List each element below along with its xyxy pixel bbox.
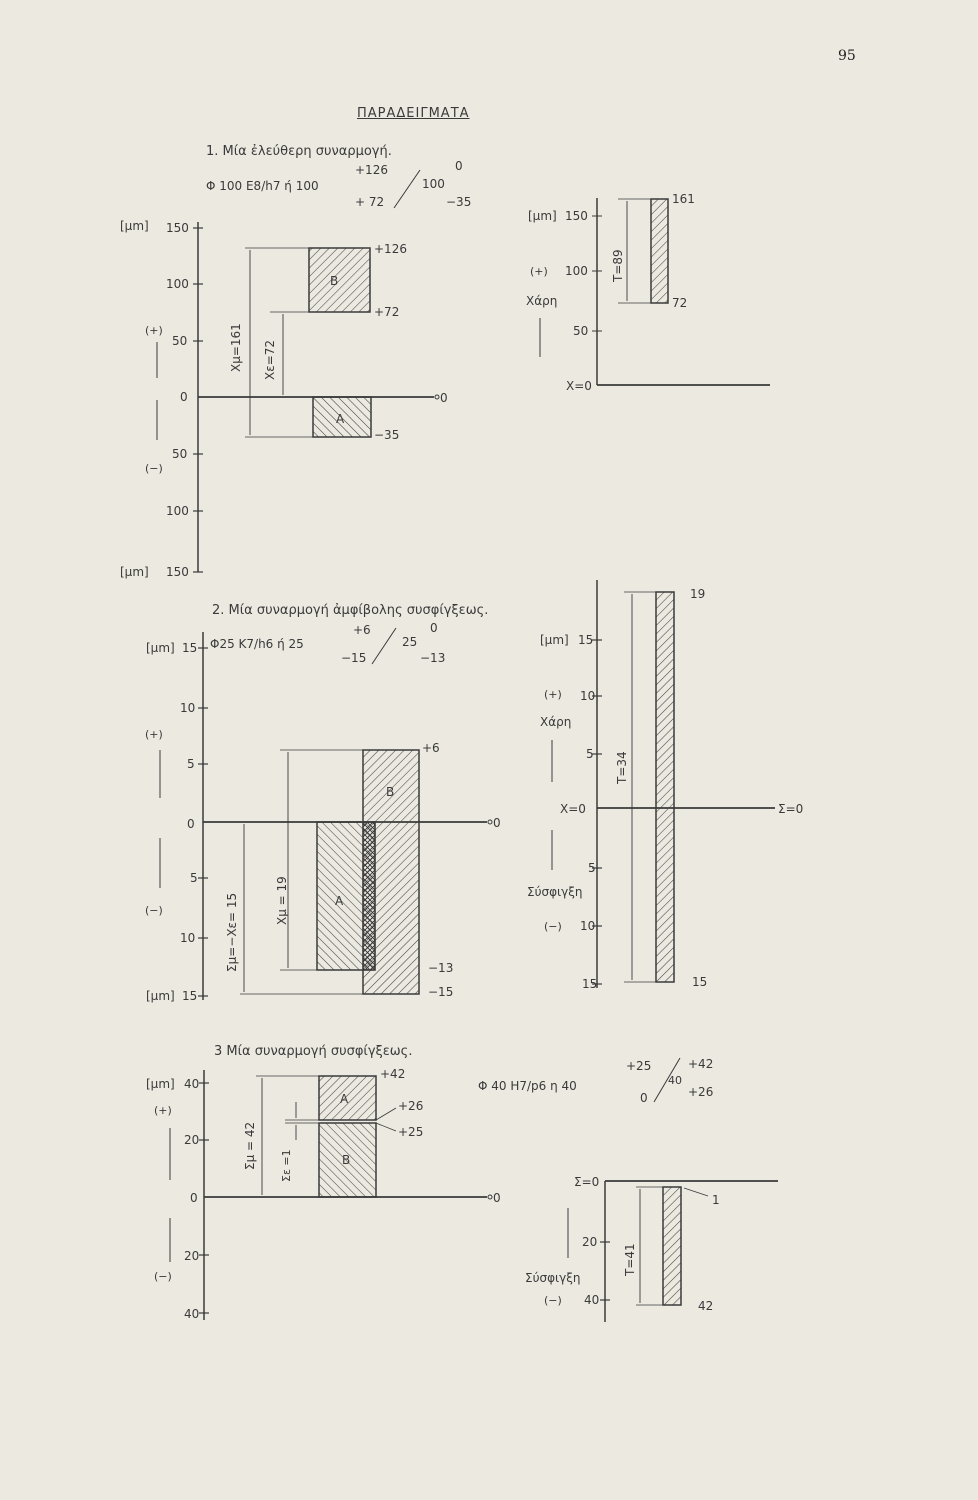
ex1-val-mid: +72 <box>374 305 400 319</box>
ex1-title: 1. Μία ἐλεύθερη συναρμογή. <box>206 144 392 159</box>
ex3-minus-sign: (−) <box>154 1270 172 1283</box>
ex1-hole-lower: + 72 <box>355 195 385 209</box>
ex2-right-tick-5: 5 <box>586 747 594 761</box>
example3-figure <box>146 1044 778 1322</box>
ex3-right-interference: Σύσφιγξη <box>525 1271 581 1285</box>
ex1-tol-label: T=89 <box>611 249 625 282</box>
ex3-tolerance-bar <box>663 1187 681 1305</box>
ex2-zero-label: 0 <box>493 816 501 830</box>
ex3-val-25: +25 <box>398 1125 424 1139</box>
ex1-tick-100: 100 <box>166 277 189 291</box>
ex2-tick-15: 15 <box>182 641 198 655</box>
ex1-right-tick-150: 150 <box>565 209 588 223</box>
ex2-bar-top: 19 <box>690 587 706 601</box>
ex2-right-clearance: Χάρη <box>540 715 572 729</box>
ex2-minus-sign: (−) <box>145 904 163 917</box>
ex2-tol-label: T=34 <box>615 751 629 784</box>
ex2-right-zero: X=0 <box>560 802 586 816</box>
ex2-right-tick-10: 10 <box>580 689 596 703</box>
ex1-zone-B <box>309 248 370 312</box>
ex2-slash-nominal: 25 <box>402 635 418 649</box>
ex1-right-axis-label: Χάρη <box>526 294 558 308</box>
ex1-slash <box>394 170 420 208</box>
ex2-hole-upper: +6 <box>353 623 371 637</box>
ex1-tick-150: 150 <box>166 221 189 235</box>
ex2-val-top: +6 <box>422 741 440 755</box>
ex1-right-zero: X=0 <box>566 379 592 393</box>
ex2-hole-lower: −15 <box>341 651 367 665</box>
ex3-tol-label: T=41 <box>623 1243 637 1276</box>
ex1-tick-0: 0 <box>180 390 188 404</box>
ex3-right-zero: Σ=0 <box>574 1175 600 1189</box>
ex2-bar-bottom: 15 <box>692 975 708 989</box>
ex3-tick-20: 20 <box>184 1133 200 1147</box>
ex1-right-tick-50: 50 <box>573 324 589 338</box>
ex2-zero-end <box>488 820 492 824</box>
ex3-tick-neg20: 20 <box>184 1249 200 1263</box>
ex3-unit: [μm] <box>146 1077 175 1091</box>
ex3-shaft-lower: +26 <box>688 1085 714 1099</box>
ex1-dim-xmu: Xμ=161 <box>229 323 243 372</box>
page-number: 95 <box>838 48 856 64</box>
page-heading: ΠΑΡΑΔΕΙΓΜΑΤΑ <box>357 106 470 121</box>
ex2-tick-10: 10 <box>180 701 196 715</box>
ex1-tolerance-bar <box>651 199 668 303</box>
ex1-tick-neg100: 100 <box>166 504 189 518</box>
ex3-dim-sigma-e: Σε =1 <box>280 1149 293 1182</box>
ex2-right-tick-neg10: 10 <box>580 919 596 933</box>
ex3-right-tick-40: 40 <box>584 1293 600 1307</box>
ex2-right-tick-15: 15 <box>578 633 594 647</box>
ex1-shaft-lower: −35 <box>446 195 472 209</box>
ex2-overlap-zone <box>363 822 375 970</box>
ex1-bar-bottom: 72 <box>672 296 688 310</box>
ex1-plus-sign: (+) <box>145 324 163 337</box>
ex3-right-tick-20: 20 <box>582 1235 598 1249</box>
ex1-right-plus: (+) <box>530 265 548 278</box>
ex1-zero-end <box>435 395 439 399</box>
ex1-bar-top: 161 <box>672 192 695 206</box>
ex2-right-unit: [μm] <box>540 633 569 647</box>
ex1-unit: [μm] <box>120 219 149 233</box>
ex2-label-A: A <box>335 894 344 908</box>
ex3-dim-sigma-mu: Σμ = 42 <box>243 1121 257 1170</box>
ex3-val-42: +42 <box>380 1067 406 1081</box>
ex3-zero-end <box>488 1195 492 1199</box>
ex1-label-A: A <box>336 412 345 426</box>
ex2-right-minus: (−) <box>544 920 562 933</box>
ex2-right-interference: Σύσφιγξη <box>527 885 583 899</box>
ex3-title: 3 Μία συναρμογή συσφίγξεως. <box>214 1044 413 1059</box>
ex3-bar-bottom: 42 <box>698 1299 714 1313</box>
ex1-val-top: +126 <box>374 242 407 256</box>
example1-figure <box>120 144 770 579</box>
ex3-plus-sign: (+) <box>154 1104 172 1117</box>
ex1-right-unit: [μm] <box>528 209 557 223</box>
ex2-tick-5: 5 <box>187 757 195 771</box>
ex1-label-B: B <box>330 274 339 288</box>
ex2-tolerance-bar <box>656 592 674 982</box>
ex3-val-26: +26 <box>398 1099 424 1113</box>
ex1-minus-sign: (−) <box>145 462 163 475</box>
ex3-designation: Φ 40 H7/p6 η 40 <box>478 1079 577 1093</box>
ex2-right-tick-neg15: 15 <box>582 977 598 991</box>
example2-figure <box>145 580 803 1003</box>
ex2-tick-0: 0 <box>187 817 195 831</box>
ex1-tick-neg50: 50 <box>172 447 188 461</box>
ex2-dim-xmu: Xμ = 19 <box>275 876 289 925</box>
ex1-slash-nominal: 100 <box>422 177 445 191</box>
ex1-hole-upper: +126 <box>355 163 388 177</box>
ex2-shaft-upper: 0 <box>430 621 438 635</box>
ex2-unit-bottom: [μm] <box>146 989 175 1003</box>
ex3-hole-lower: 0 <box>640 1091 648 1105</box>
ex3-bar-top: 1 <box>712 1193 720 1207</box>
ex2-right-sigma-zero: Σ=0 <box>778 802 804 816</box>
ex2-designation: Φ25 K7/h6 ή 25 <box>210 637 304 651</box>
ex1-right-tick-100: 100 <box>565 264 588 278</box>
ex1-unit-bottom: [μm] <box>120 565 149 579</box>
ex3-slash-nominal: 40 <box>668 1074 682 1087</box>
ex2-slash <box>372 628 396 664</box>
ex3-tick-0: 0 <box>190 1191 198 1205</box>
ex2-label-B: B <box>386 785 395 799</box>
ex3-label-B: B <box>342 1153 351 1167</box>
ex1-shaft-upper: 0 <box>455 159 463 173</box>
ex2-val-13: −13 <box>428 961 454 975</box>
ex2-tick-neg15: 15 <box>182 989 198 1003</box>
ex1-dim-xe: Xε=72 <box>263 339 277 380</box>
ex2-unit: [μm] <box>146 641 175 655</box>
ex3-tick-neg40: 40 <box>184 1307 200 1321</box>
ex2-dim-sigma: Σμ=−Xε= 15 <box>225 892 239 972</box>
ex2-right-plus: (+) <box>544 688 562 701</box>
ex1-designation: Φ 100 E8/h7 ή 100 <box>206 179 319 193</box>
ex2-plus-sign: (+) <box>145 728 163 741</box>
ex2-val-15: −15 <box>428 985 454 999</box>
ex2-title: 2. Μία συναρμογή ἀμφίβολης συσφίγξεως. <box>212 603 489 618</box>
ex1-zero-label: 0 <box>440 391 448 405</box>
ex3-hole-upper: +25 <box>626 1059 652 1073</box>
ex2-right-tick-neg5: 5 <box>588 861 596 875</box>
ex3-right-minus: (−) <box>544 1294 562 1307</box>
ex2-shaft-lower: −13 <box>420 651 446 665</box>
ex2-tick-neg5: 5 <box>190 871 198 885</box>
ex1-val-bottom: −35 <box>374 428 400 442</box>
ex3-label-A: A <box>340 1092 349 1106</box>
ex3-tick-40: 40 <box>184 1077 200 1091</box>
ex1-tick-neg150: 150 <box>166 565 189 579</box>
ex3-shaft-upper: +42 <box>688 1057 714 1071</box>
ex3-zero-label: 0 <box>493 1191 501 1205</box>
ex2-tick-neg10: 10 <box>180 931 196 945</box>
ex1-tick-50: 50 <box>172 334 188 348</box>
